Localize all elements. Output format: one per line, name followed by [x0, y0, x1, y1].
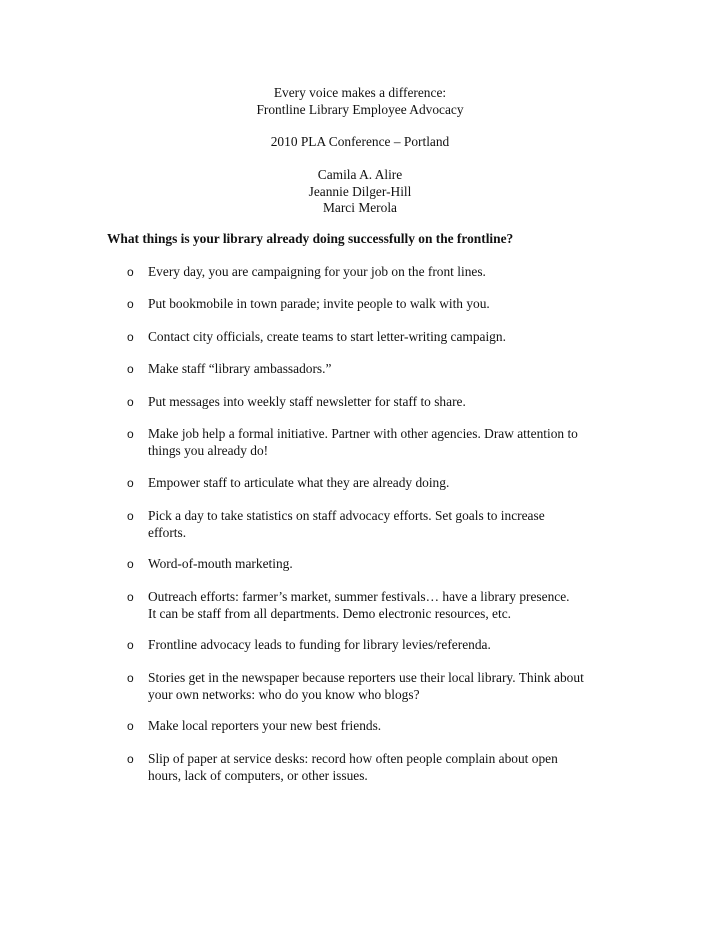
list-item-line: things you already do! — [148, 442, 269, 458]
list-item-text — [148, 361, 628, 378]
conference-name: 2010 PLA Conference – Portland — [270, 134, 450, 149]
list-item-line: hours, lack of computers, or other issues. — [148, 767, 368, 783]
bullet-marker: o — [127, 395, 134, 409]
list-item-line: Pick a day to take statistics on staff advocacy efforts. Set goals to increase — [148, 508, 545, 523]
list-item-text — [148, 508, 628, 541]
list-item-text — [148, 637, 628, 654]
list-item-line: Slip of paper at service desks: record how often people complain about open — [148, 751, 558, 766]
list-item-line: Every day, you are campaigning for your job on the front lines. — [148, 264, 486, 279]
list-item-text — [148, 264, 628, 281]
author-name: Camila A. Alire — [317, 167, 403, 182]
list-item-line: Contact city officials, create teams to start letter-writing campaign. — [148, 329, 506, 344]
list-item-text — [148, 426, 628, 459]
list-item-line: Stories get in the newspaper because reporters use their local library. Think about — [148, 670, 584, 685]
author-name: Jeannie Dilger-Hill — [308, 183, 412, 199]
bullet-marker: o — [127, 427, 134, 441]
list-item-line: Empower staff to articulate what they are already doing. — [148, 475, 450, 490]
list-item-text — [148, 718, 628, 735]
bullet-marker: o — [127, 638, 134, 652]
list-item-text — [148, 670, 628, 703]
bullet-marker: o — [127, 719, 134, 733]
bullet-marker: o — [127, 509, 134, 523]
list-item-line: your own networks: who do you know who blogs? — [148, 686, 420, 702]
list-item-text — [148, 751, 628, 784]
list-item-line: Frontline advocacy leads to funding for library levies/referenda. — [148, 637, 491, 652]
bullet-marker: o — [127, 362, 134, 376]
list-item-text — [148, 589, 628, 622]
list-item-line: Make staff “library ambassadors.” — [148, 361, 332, 376]
list-item-line: It can be staff from all departments. Demo electronic resources, etc. — [148, 605, 512, 621]
bullet-marker: o — [127, 476, 134, 490]
bullet-marker: o — [127, 671, 134, 685]
list-item-line: Make job help a formal initiative. Partner with other agencies. Draw attention to — [148, 426, 578, 441]
list-item-line: Outreach efforts: farmer’s market, summer festivals… have a library presence. — [148, 589, 570, 604]
list-item-line: Make local reporters your new best friends. — [148, 718, 382, 733]
list-item-text — [148, 556, 628, 573]
list-item-text — [148, 394, 628, 411]
bullet-marker: o — [127, 265, 134, 279]
bullet-marker: o — [127, 752, 134, 766]
title-line-1: Every voice makes a difference: — [273, 85, 447, 100]
list-item-line: Put bookmobile in town parade; invite people to walk with you. — [148, 296, 490, 311]
list-item-text — [148, 329, 628, 346]
bullet-marker: o — [127, 330, 134, 344]
list-item-line: Word-of-mouth marketing. — [148, 556, 293, 571]
list-item-text — [148, 296, 628, 313]
list-item-line: Put messages into weekly staff newsletter for staff to share. — [148, 394, 466, 409]
list-item-line: efforts. — [148, 524, 187, 540]
author-name: Marci Merola — [323, 200, 397, 215]
list-item-text — [148, 475, 628, 492]
title-line-2: Frontline Library Employee Advocacy — [256, 101, 464, 117]
bullet-marker: o — [127, 557, 134, 571]
bullet-marker: o — [127, 297, 134, 311]
section-question: What things is your library already doing successfully on the frontline? — [107, 231, 514, 246]
bullet-marker: o — [127, 590, 134, 604]
